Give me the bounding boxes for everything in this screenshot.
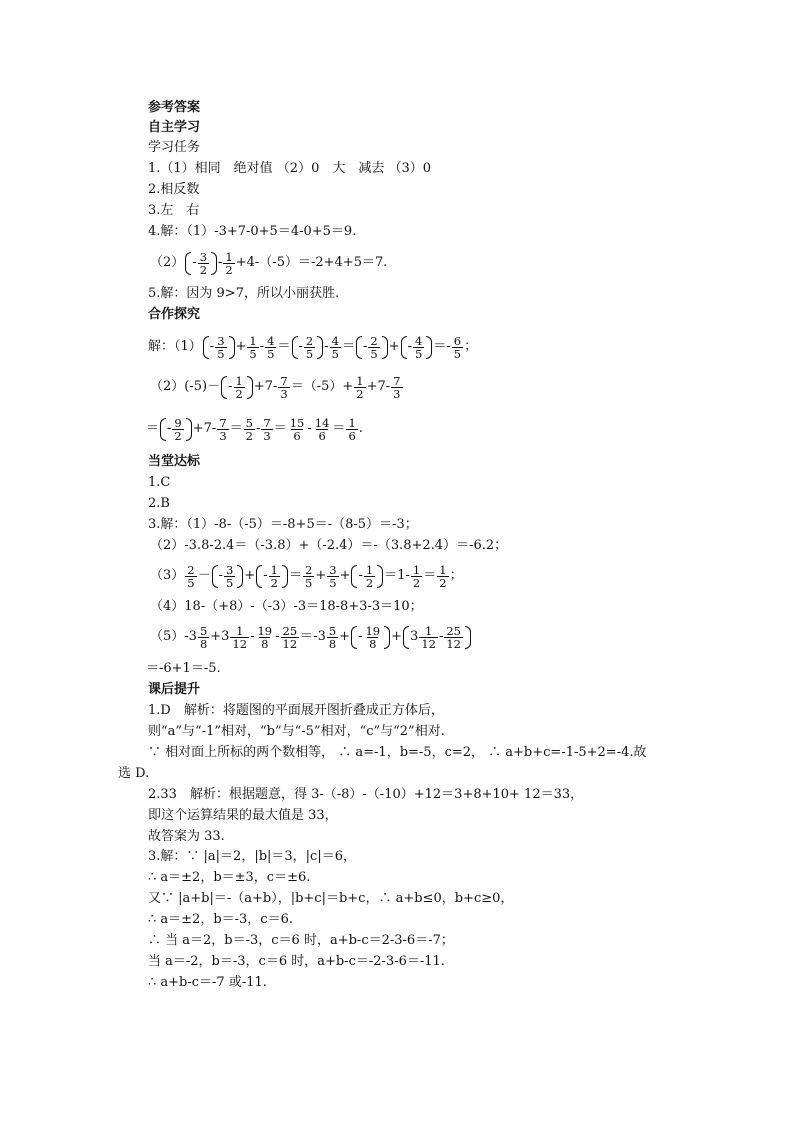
- denominator: 3: [263, 428, 271, 443]
- paren-group: [185, 251, 217, 276]
- numerator: 7: [393, 373, 401, 388]
- denominator: 12: [282, 636, 298, 651]
- denominator: 2: [270, 575, 278, 590]
- text-line: ∴ a+b-c＝-7 或-11.: [148, 975, 267, 990]
- math-line: 解：（1） - $\frac{3}{5}$ + $\frac{1}{5}$ - $\frac{4}{5}$ ＝ - $\frac{2}{5}$ - $\frac{4}{5}$ ＝ - $\frac{2}{5}$ + - $\frac{4}{5}$ ＝- $\frac{6}{5}$ ；: [148, 333, 478, 361]
- text: +: [339, 629, 351, 644]
- numerator: 4: [415, 333, 423, 348]
- text-line: 又∵ |a+b|＝-（a+b），|b+c|＝b+c，∴ a+b≤0，b+c≥0，: [148, 891, 514, 906]
- denominator: 12: [446, 636, 461, 651]
- denominator: 5: [329, 575, 337, 590]
- denominator: 5: [453, 346, 462, 361]
- fraction: [198, 625, 209, 650]
- text: -: [255, 421, 261, 436]
- denominator: 2: [225, 262, 233, 277]
- text-line: 2.B: [148, 496, 170, 511]
- fraction: [269, 564, 280, 589]
- text: （3）: [150, 568, 185, 583]
- fraction: [354, 375, 365, 400]
- fraction: [288, 417, 307, 442]
- section-cooperative: 合作探究: [148, 307, 201, 322]
- denominator: 3: [393, 386, 401, 401]
- numerator: 14: [314, 415, 330, 430]
- numerator: 7: [219, 415, 227, 430]
- denominator: 12: [232, 636, 248, 651]
- numerator: 1: [424, 623, 433, 638]
- text-line: ∴ a＝±2，b＝±3，c＝±6.: [148, 870, 311, 885]
- numerator: 5: [199, 623, 208, 638]
- denominator: 8: [328, 636, 337, 651]
- text: ＝: [146, 421, 160, 436]
- paren-group: - $\frac{1}{2}$: [221, 375, 253, 400]
- numerator: 1: [236, 623, 244, 638]
- fraction: [391, 375, 402, 400]
- text: +7-: [366, 379, 391, 394]
- denominator: 6: [348, 428, 356, 443]
- denominator: 5: [331, 346, 339, 361]
- text: -: [250, 629, 255, 644]
- paren-group: - $\frac{4}{5}$: [401, 335, 433, 360]
- paren-group: [203, 335, 235, 360]
- numerator: 4: [267, 333, 275, 348]
- fraction: [217, 417, 228, 442]
- fraction: [223, 251, 234, 276]
- numerator: 5: [328, 623, 337, 638]
- denominator: 2: [245, 428, 253, 443]
- denominator: 2: [439, 575, 447, 590]
- paren-group: - $\frac{1}{2}$: [351, 564, 383, 589]
- text: -: [192, 255, 197, 270]
- text: ＝: [423, 568, 437, 583]
- text-line: 1.D 解析：将题图的平面展开图折叠成正方体后，: [148, 703, 444, 718]
- text: ＝: [229, 421, 243, 436]
- fraction: [185, 564, 196, 589]
- text-line: 2.相反数: [148, 182, 200, 197]
- fraction: [172, 417, 183, 442]
- numerator: 19: [257, 623, 273, 638]
- fraction: [330, 335, 341, 360]
- numerator: 1: [270, 562, 278, 577]
- denominator: 12: [421, 636, 436, 651]
- text: -: [275, 629, 280, 644]
- text-line: 4.解：（1）-3+7-0+5＝4-0+5＝9.: [148, 224, 357, 239]
- denominator: 3: [219, 428, 227, 443]
- text-line: 学习任务: [148, 140, 201, 155]
- fraction: [413, 335, 424, 360]
- section-after-class: 课后提升: [148, 682, 201, 697]
- text: +7-: [253, 379, 278, 394]
- fraction: [327, 625, 338, 650]
- text-line: ＝-6+1＝-5.: [146, 661, 221, 676]
- math-line: [150, 244, 387, 282]
- numerator: 2: [370, 333, 378, 348]
- text-line: 3.解：（1）-8-（-5）＝-8+5＝-（8-5）＝-3；: [148, 517, 418, 532]
- section-self-study: 自主学习: [148, 120, 201, 135]
- fraction: [303, 564, 314, 589]
- text: +: [339, 568, 351, 583]
- math-line: [150, 618, 472, 656]
- fraction: [368, 335, 379, 360]
- numerator: 2: [305, 333, 314, 348]
- math-line: [150, 557, 463, 595]
- paren-group: - $\frac{2}{5}$: [356, 335, 388, 360]
- denominator: 5: [226, 575, 234, 590]
- numerator: 7: [263, 415, 271, 430]
- paren-group: - $\frac{1}{2}$: [256, 564, 288, 589]
- text-line: 5.解：因为 9>7，所以小丽获胜.: [148, 286, 340, 301]
- denominator: 8: [261, 636, 269, 651]
- text: +7-: [192, 421, 217, 436]
- fraction: [247, 335, 258, 360]
- text: ；: [449, 568, 463, 583]
- denominator: 2: [365, 575, 374, 590]
- denominator: 5: [217, 346, 225, 361]
- text: -: [218, 255, 223, 270]
- fraction: [278, 375, 289, 400]
- denominator: 5: [370, 346, 378, 361]
- numerator: 2: [305, 562, 313, 577]
- numerator: 3: [217, 333, 225, 348]
- denominator: 5: [305, 346, 314, 361]
- text: .: [358, 421, 363, 436]
- text: ＝: [332, 421, 346, 436]
- text: +4-（-5）＝-2+4+5＝7.: [235, 255, 388, 270]
- fraction: [327, 564, 338, 589]
- text-line: 1.（1）相同 绝对值 （2）0 大 减去 （3）0: [148, 161, 432, 176]
- denominator: 5: [305, 575, 313, 590]
- text: ＝: [273, 421, 287, 436]
- fraction: [224, 564, 235, 589]
- numerator: 1: [235, 373, 243, 388]
- text: （5）-3: [150, 629, 197, 644]
- fraction: [215, 335, 226, 360]
- denominator: 5: [249, 346, 257, 361]
- text: +3: [210, 629, 230, 644]
- text-line: 选 D.: [118, 766, 150, 781]
- text: （2）(-5)－: [150, 379, 221, 394]
- section-in-class: 当堂达标: [148, 454, 201, 469]
- fraction: [419, 625, 438, 650]
- denominator: 2: [174, 428, 182, 443]
- denominator: 8: [369, 636, 377, 651]
- fraction: [198, 251, 209, 276]
- numerator: 1: [365, 562, 374, 577]
- fraction: [346, 417, 357, 442]
- text-line: 3.解：∵ |a|＝2，|b|＝3，|c|＝6，: [148, 849, 356, 864]
- numerator: 6: [453, 333, 462, 348]
- denominator: 6: [293, 428, 301, 443]
- text-line: ∴ a＝±2，b＝-3，c＝6.: [148, 912, 293, 927]
- fraction: [437, 564, 448, 589]
- fraction: [244, 417, 255, 442]
- numerator: 1: [249, 333, 257, 348]
- text: ＝1-: [384, 568, 410, 583]
- text-line: （4）18-（+8）-（-3）-3＝18-8+3-3＝10；: [150, 599, 423, 614]
- math-line: [146, 410, 363, 448]
- denominator: 6: [318, 428, 326, 443]
- numerator: 5: [245, 415, 253, 430]
- text: ＝: [289, 568, 303, 583]
- text-line: 3.左 右: [148, 203, 200, 218]
- denominator: 2: [235, 386, 243, 401]
- denominator: 5: [415, 346, 423, 361]
- numerator: 15: [289, 415, 305, 430]
- numerator: 1: [225, 249, 233, 264]
- denominator: 2: [199, 262, 208, 277]
- fraction: [363, 625, 382, 650]
- paren-group: 3 $\frac{1}{12}$ - $\frac{25}{12}$: [403, 625, 471, 650]
- denominator: 3: [280, 386, 288, 401]
- text-line: 故答案为 33.: [148, 829, 225, 844]
- text-line: 即这个运算结果的最大值是 33，: [148, 808, 338, 823]
- text: －: [197, 568, 211, 583]
- fraction: [234, 375, 245, 400]
- numerator: 4: [331, 333, 339, 348]
- denominator: 2: [356, 386, 364, 401]
- fraction: [255, 625, 274, 650]
- numerator: 1: [348, 415, 356, 430]
- paren-group: - $\frac{2}{5}$: [292, 335, 324, 360]
- numerator: 25: [282, 623, 298, 638]
- text-line: ∵ 相对面上所标的两个数相等， ∴ a=-1，b=-5，c=2， ∴ a+b+c=-1-5+2=-4.故: [148, 745, 647, 760]
- paren-group: - $\frac{19}{8}$: [351, 625, 390, 650]
- text-line: 2.33 解析：根据题意，得 3-（-8）-（-10）+12＝3+8+10+ 12＝33，: [148, 787, 584, 802]
- numerator: 9: [174, 415, 182, 430]
- fraction: [313, 417, 332, 442]
- numerator: 3: [226, 562, 234, 577]
- fraction: [265, 335, 276, 360]
- numerator: 2: [187, 562, 195, 577]
- fraction: [364, 564, 375, 589]
- fraction: [304, 335, 315, 360]
- text: （2）: [150, 255, 185, 270]
- numerator: 1: [412, 562, 421, 577]
- numerator: 19: [365, 623, 381, 638]
- text-line: ∴ 当 a＝2，b＝-3，c＝6 时，a+b-c＝2-3-6＝-7；: [148, 933, 454, 948]
- numerator: 1: [356, 373, 364, 388]
- text: -: [307, 421, 312, 436]
- numerator: 25: [446, 623, 461, 638]
- fraction: [261, 417, 272, 442]
- text: 解：（1）: [148, 339, 202, 354]
- fraction: [452, 335, 463, 360]
- denominator: 5: [187, 575, 195, 590]
- numerator: 7: [280, 373, 288, 388]
- fraction: [444, 625, 463, 650]
- text-line: 1.C: [148, 475, 171, 490]
- text: +: [315, 568, 327, 583]
- fraction: [230, 625, 249, 650]
- text: -: [209, 339, 215, 354]
- text: ＝-3: [300, 629, 326, 644]
- denominator: 5: [267, 346, 275, 361]
- text: ；: [464, 339, 478, 354]
- numerator: 1: [439, 562, 447, 577]
- paren-group: - $\frac{3}{5}$: [212, 564, 244, 589]
- denominator: 8: [199, 636, 208, 651]
- numerator: 3: [199, 249, 208, 264]
- fraction: [411, 564, 422, 589]
- answer-title: 参考答案: [148, 100, 201, 115]
- text-line: （2）-3.8-2.4＝（-3.8）+（-2.4）＝-（3.8+2.4）＝-6.2；: [150, 538, 508, 553]
- text: ＝（-5）+: [290, 379, 354, 394]
- text: +: [391, 629, 403, 644]
- text-line: 当 a＝-2，b＝-3，c＝6 时，a+b-c＝-2-3-6＝-11.: [148, 954, 445, 969]
- paren-group: - $\frac{9}{2}$: [160, 417, 192, 442]
- fraction: [281, 625, 300, 650]
- text-line: 则“a”与“-1”相对，“b”与“-5”相对，“c”与“2”相对.: [148, 724, 445, 739]
- math-line: [150, 368, 404, 406]
- numerator: 3: [329, 562, 337, 577]
- denominator: 2: [412, 575, 421, 590]
- text: +: [244, 568, 256, 583]
